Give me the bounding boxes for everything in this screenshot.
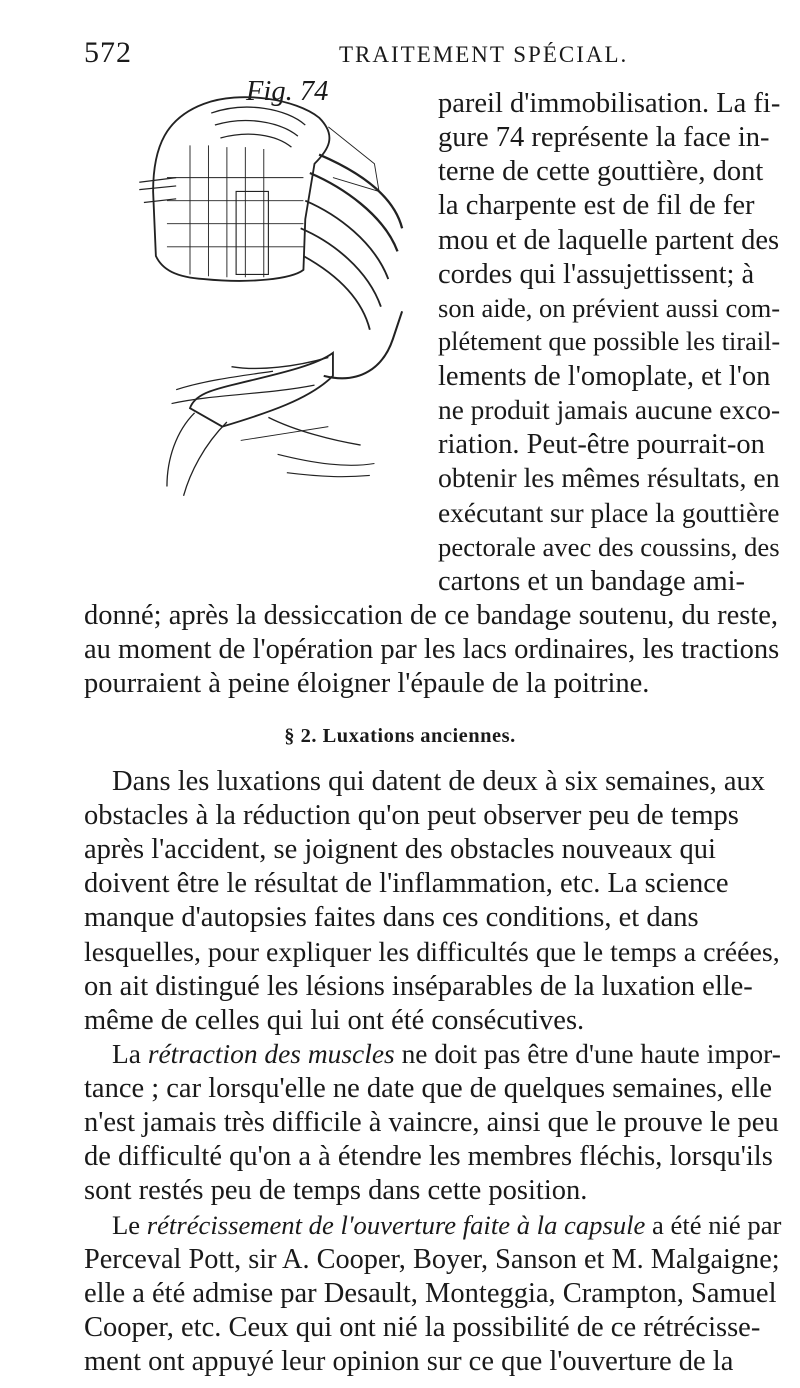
text-run: La	[112, 1038, 148, 1069]
text-line: tance ; car lorsqu'elle ne date que de quelques semaines, elle	[84, 1073, 773, 1104]
page-header	[84, 36, 784, 76]
text-line: ne produit jamais aucune exco-	[438, 395, 781, 426]
text-line: pourraient à peine éloigner l'épaule de la poitrine.	[84, 668, 650, 700]
text-line: après l'accident, se joignent des obstacles nouveaux qui	[84, 834, 716, 866]
text-line: elle a été admise par Desault, Monteggia, Crampton, Samuel	[84, 1277, 777, 1309]
text-line: manque d'autopsies faites dans ces conditions, et dans	[84, 902, 699, 934]
text-line: sont restés peu de temps dans cette position.	[84, 1175, 588, 1207]
text-line: doivent être le résultat de l'inflammation, etc. La science	[84, 868, 729, 900]
text-line: Cooper, etc. Ceux qui ont nié la possibilité de ce rétrécisse-	[84, 1311, 761, 1343]
text-run: ne doit pas être d'une haute impor-	[394, 1038, 781, 1069]
text-line: n'est jamais très difficile à vaincre, ainsi que le prouve le peu	[84, 1107, 779, 1139]
text-line: mou et de laquelle partent des	[438, 224, 780, 256]
text-line: riation. Peut-être pourrait-on	[438, 429, 765, 461]
text-line: son aide, on prévient aussi com-	[438, 292, 781, 323]
section-heading: § 2. Luxations anciennes.	[284, 725, 516, 748]
text-line: ment ont appuyé leur opinion sur ce que l'ouverture de la	[84, 1346, 734, 1377]
text-line: cordes qui l'assujettissent; à	[438, 258, 755, 290]
text-line: obtenir les mêmes résultats, en	[438, 463, 780, 495]
text-line	[84, 1209, 782, 1240]
text-line: terne de cette gouttière, dont	[438, 156, 764, 188]
text-line: pectorale avec des coussins, des	[438, 531, 780, 562]
text-line: lesquelles, pour expliquer les difficultés que le temps a créées,	[84, 936, 780, 968]
text-line: de difficulté qu'on a à étendre les membres fléchis, lorsqu'ils	[84, 1141, 773, 1173]
figure-label: Fig. 74	[246, 76, 329, 107]
text-line: obstacles à la réduction qu'on peut observer peu de temps	[84, 800, 739, 831]
page-number: 572	[84, 36, 132, 69]
text-line: cartons et un bandage ami-	[438, 565, 746, 597]
text-line: Dans les luxations qui datent de deux à six semaines, aux	[112, 765, 765, 797]
text-line: même de celles qui lui ont été consécutives.	[84, 1004, 585, 1036]
text-line: Perceval Pott, sir A. Cooper, Boyer, Sanson et M. Malgaigne;	[84, 1243, 780, 1275]
italic-term: rétraction des muscles	[147, 1038, 395, 1069]
text-line: au moment de l'opération par les lacs ordinaires, les tractions	[84, 634, 780, 665]
text-line: la charpente est de fil de fer	[438, 190, 755, 222]
text-line: exécutant sur place la gouttière	[438, 497, 780, 528]
text-line	[84, 1038, 781, 1069]
text-line: lements de l'omoplate, et l'on	[438, 361, 771, 392]
text-line: on ait distingué les lésions inséparables de la luxation elle-	[84, 970, 753, 1002]
text-run: Le	[112, 1209, 147, 1240]
text-run: a été nié par	[645, 1209, 782, 1240]
text-line: donné; après la dessiccation de ce bandage soutenu, du reste,	[84, 599, 779, 631]
text-line: pareil d'immobilisation. La fi-	[438, 88, 781, 119]
figure-74-illustration	[128, 90, 418, 505]
running-title: TRAITEMENT SPÉCIAL.	[339, 42, 629, 67]
italic-term: rétrécissement de l'ouverture faite à la capsule	[146, 1209, 646, 1240]
text-line: plétement que possible les tirail-	[438, 326, 781, 356]
text-line: gure 74 représente la face in-	[438, 122, 770, 154]
